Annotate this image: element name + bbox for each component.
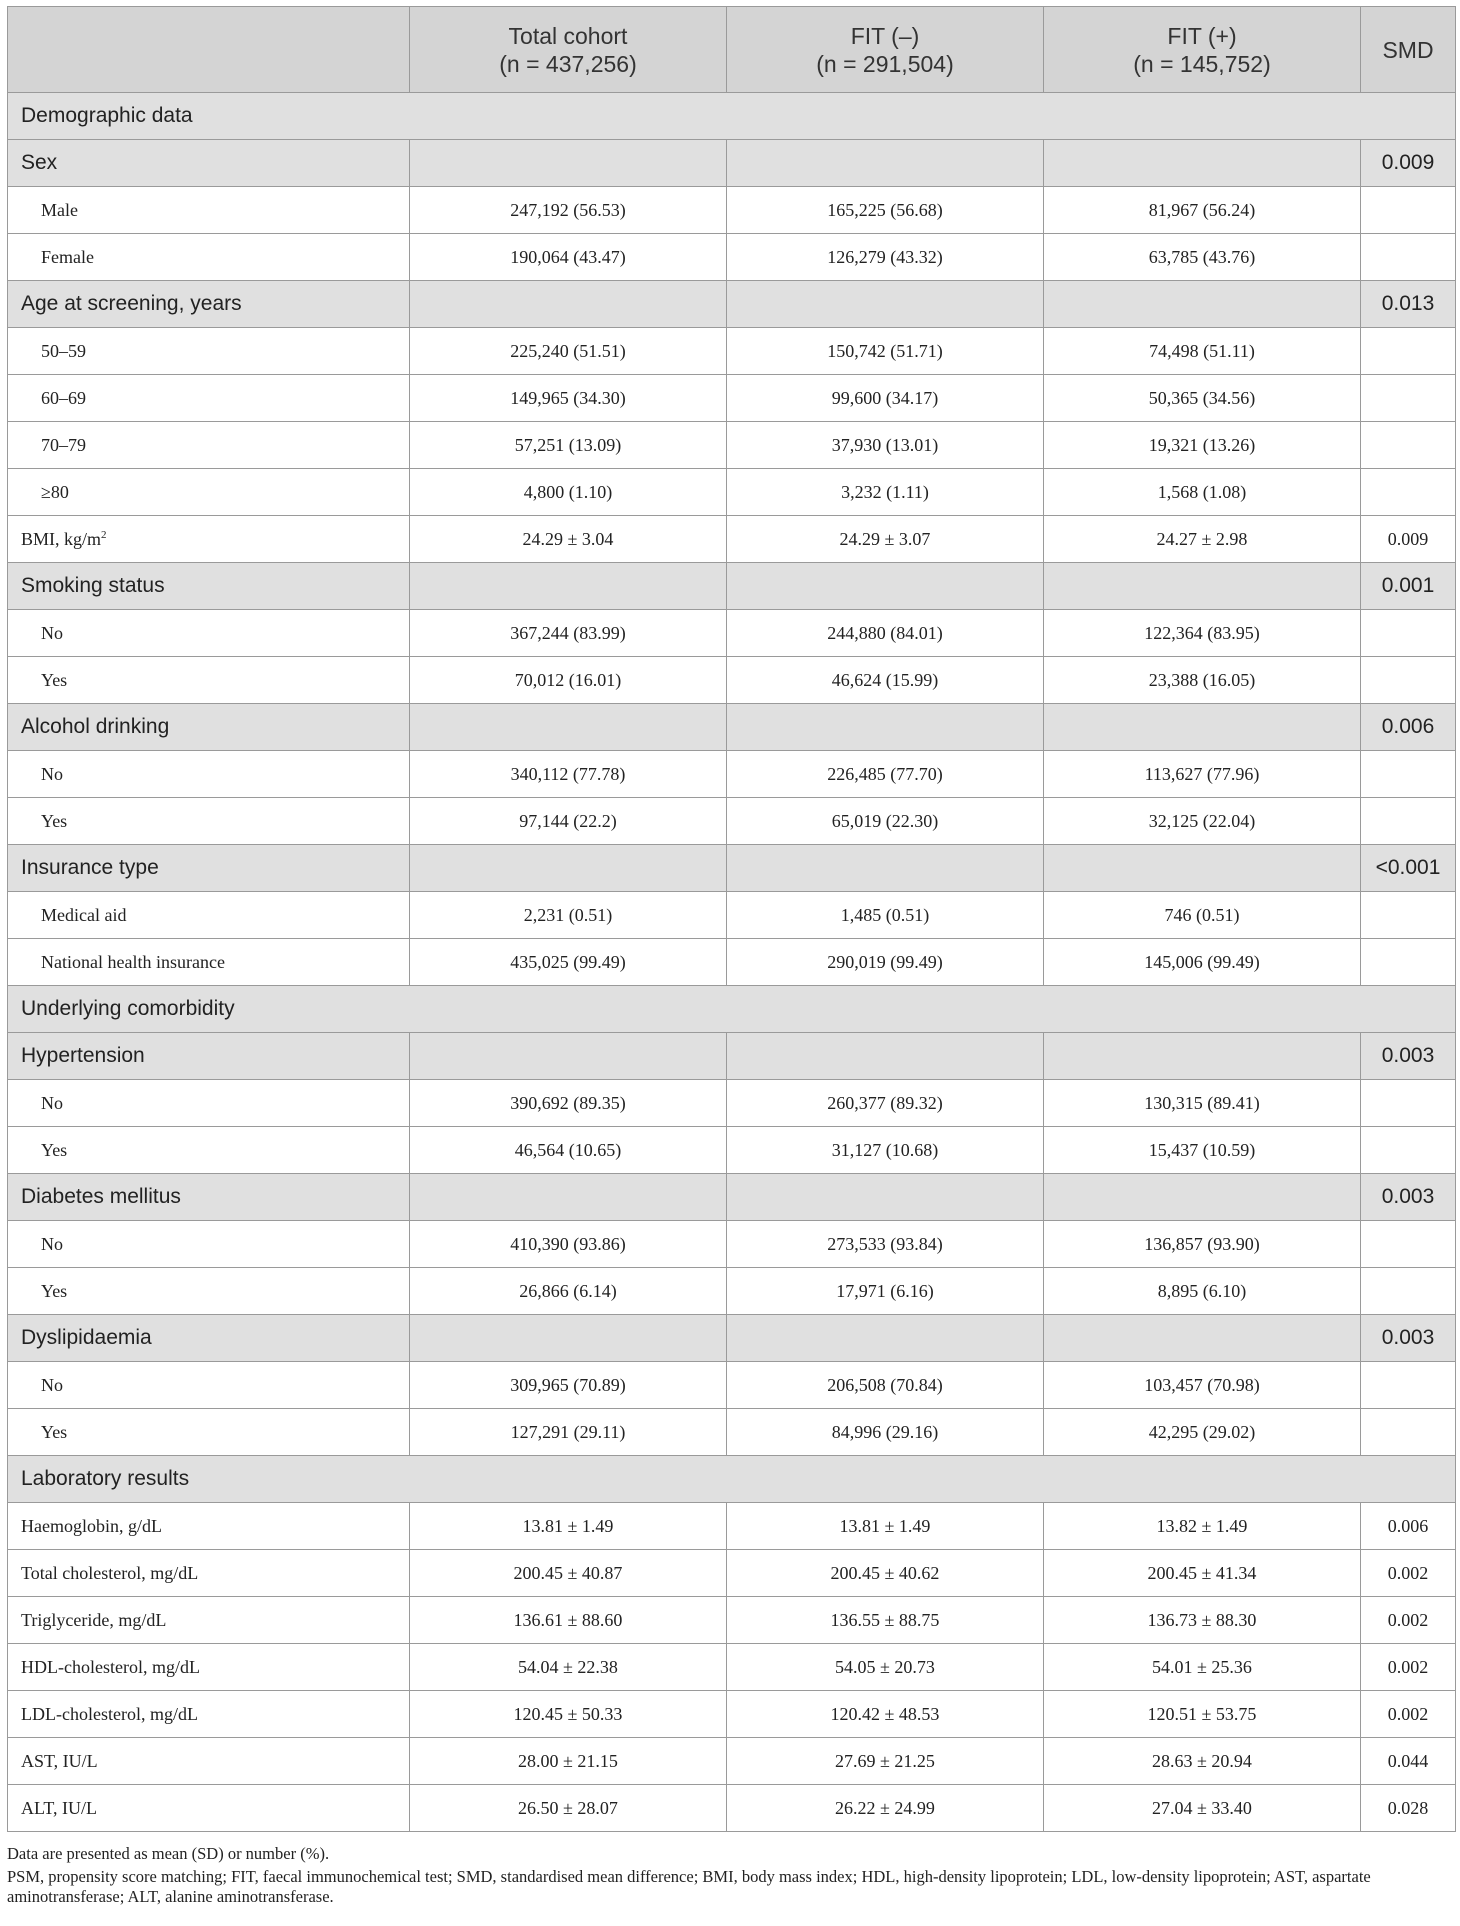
group-label: Insurance type: [8, 845, 410, 892]
group-row-diabetes: [8, 1174, 1456, 1221]
row-label: Female: [8, 234, 410, 281]
section-label: Laboratory results: [8, 1456, 410, 1503]
group-label: Sex: [8, 140, 410, 187]
group-label: Dyslipidaemia: [8, 1315, 410, 1362]
total-value: 309,965 (70.89): [410, 1362, 727, 1409]
total-value: 120.45 ± 50.33: [410, 1691, 727, 1738]
total-value: 70,012 (16.01): [410, 657, 727, 704]
total-value: 340,112 (77.78): [410, 751, 727, 798]
fit-neg-value: 13.81 ± 1.49: [727, 1503, 1044, 1550]
row-label: No: [8, 1080, 410, 1127]
fit-neg-value: 120.42 ± 48.53: [727, 1691, 1044, 1738]
header-fit-neg-n: (n = 291,504): [816, 50, 954, 77]
row-label: Medical aid: [8, 892, 410, 939]
table-row: [8, 939, 1456, 986]
row-label: [8, 516, 410, 563]
total-value: 24.29 ± 3.04: [410, 516, 727, 563]
total-value: 435,025 (99.49): [410, 939, 727, 986]
header-total-cohort: [410, 7, 727, 93]
fit-neg-value: 1,485 (0.51): [727, 892, 1044, 939]
row-label: ≥80: [8, 469, 410, 516]
group-row-insurance: [8, 845, 1456, 892]
smd-value: 0.044: [1361, 1738, 1456, 1785]
row-label: Yes: [8, 1409, 410, 1456]
group-row-smoking: [8, 563, 1456, 610]
row-label: 50–59: [8, 328, 410, 375]
fit-neg-value: 31,127 (10.68): [727, 1127, 1044, 1174]
fit-pos-value: 24.27 ± 2.98: [1044, 516, 1361, 563]
row-label: 70–79: [8, 422, 410, 469]
fit-pos-value: 200.45 ± 41.34: [1044, 1550, 1361, 1597]
group-label: Age at screening, years: [8, 281, 410, 328]
table-row: [8, 328, 1456, 375]
group-row-alcohol: [8, 704, 1456, 751]
fit-neg-value: 136.55 ± 88.75: [727, 1597, 1044, 1644]
total-value: 13.81 ± 1.49: [410, 1503, 727, 1550]
table-row: [8, 1268, 1456, 1315]
total-value: 136.61 ± 88.60: [410, 1597, 727, 1644]
fit-neg-value: 260,377 (89.32): [727, 1080, 1044, 1127]
header-smd: SMD: [1361, 7, 1456, 93]
table-row: [8, 1362, 1456, 1409]
fit-neg-value: 27.69 ± 21.25: [727, 1738, 1044, 1785]
table-row: [8, 610, 1456, 657]
table-row-lab: [8, 1738, 1456, 1785]
smd-value: 0.006: [1361, 704, 1456, 751]
row-label: LDL-cholesterol, mg/dL: [8, 1691, 410, 1738]
group-row-sex: [8, 140, 1456, 187]
smd-value: 0.028: [1361, 1785, 1456, 1832]
row-label: Male: [8, 187, 410, 234]
total-value: 390,692 (89.35): [410, 1080, 727, 1127]
fit-pos-value: 1,568 (1.08): [1044, 469, 1361, 516]
fit-pos-value: 23,388 (16.05): [1044, 657, 1361, 704]
fit-pos-value: 74,498 (51.11): [1044, 328, 1361, 375]
fit-pos-value: 13.82 ± 1.49: [1044, 1503, 1361, 1550]
smd-value: 0.003: [1361, 1033, 1456, 1080]
total-value: 410,390 (93.86): [410, 1221, 727, 1268]
group-label: Alcohol drinking: [8, 704, 410, 751]
fit-neg-value: 206,508 (70.84): [727, 1362, 1044, 1409]
fit-pos-value: 42,295 (29.02): [1044, 1409, 1361, 1456]
smd-value: 0.003: [1361, 1315, 1456, 1362]
total-value: 57,251 (13.09): [410, 422, 727, 469]
total-value: 46,564 (10.65): [410, 1127, 727, 1174]
fit-pos-value: 113,627 (77.96): [1044, 751, 1361, 798]
row-label: No: [8, 1362, 410, 1409]
header-fit-negative: [727, 7, 1044, 93]
header-fit-positive: [1044, 7, 1361, 93]
smd-value: <0.001: [1361, 845, 1456, 892]
row-label: National health insurance: [8, 939, 410, 986]
fit-pos-value: 32,125 (22.04): [1044, 798, 1361, 845]
total-value: 2,231 (0.51): [410, 892, 727, 939]
table-row: [8, 375, 1456, 422]
total-value: 28.00 ± 21.15: [410, 1738, 727, 1785]
row-label: Yes: [8, 657, 410, 704]
total-value: 247,192 (56.53): [410, 187, 727, 234]
table-row: [8, 1409, 1456, 1456]
fit-neg-value: 150,742 (51.71): [727, 328, 1044, 375]
total-value: 127,291 (29.11): [410, 1409, 727, 1456]
fit-neg-value: 99,600 (34.17): [727, 375, 1044, 422]
row-label: AST, IU/L: [8, 1738, 410, 1785]
fit-neg-value: 273,533 (93.84): [727, 1221, 1044, 1268]
header-fit-pos-title: FIT (+): [1167, 22, 1237, 49]
fit-neg-value: 3,232 (1.11): [727, 469, 1044, 516]
total-value: 225,240 (51.51): [410, 328, 727, 375]
fit-pos-value: 81,967 (56.24): [1044, 187, 1361, 234]
header-fit-neg-title: FIT (–): [850, 22, 920, 49]
row-label: Haemoglobin, g/dL: [8, 1503, 410, 1550]
row-label: Yes: [8, 798, 410, 845]
fit-neg-value: 290,019 (99.49): [727, 939, 1044, 986]
table-row: [8, 892, 1456, 939]
table-row: [8, 798, 1456, 845]
table-row-lab: [8, 1503, 1456, 1550]
table-row: [8, 422, 1456, 469]
table-row: [8, 187, 1456, 234]
fit-pos-value: 19,321 (13.26): [1044, 422, 1361, 469]
smd-value: 0.001: [1361, 563, 1456, 610]
group-label: Hypertension: [8, 1033, 410, 1080]
section-row-laboratory: [8, 1456, 1456, 1503]
baseline-characteristics-table: [7, 6, 1456, 1832]
section-label: Underlying comorbidity: [8, 986, 410, 1033]
fit-pos-value: 15,437 (10.59): [1044, 1127, 1361, 1174]
fit-pos-value: 50,365 (34.56): [1044, 375, 1361, 422]
fit-pos-value: 28.63 ± 20.94: [1044, 1738, 1361, 1785]
total-value: 54.04 ± 22.38: [410, 1644, 727, 1691]
table-row: [8, 1080, 1456, 1127]
fit-neg-value: 244,880 (84.01): [727, 610, 1044, 657]
table-row-bmi: [8, 516, 1456, 563]
table-row: [8, 751, 1456, 798]
table-footnotes: [7, 1844, 1455, 1910]
section-label: Demographic data: [8, 93, 410, 140]
row-label: HDL-cholesterol, mg/dL: [8, 1644, 410, 1691]
fit-neg-value: 26.22 ± 24.99: [727, 1785, 1044, 1832]
total-value: 367,244 (83.99): [410, 610, 727, 657]
row-label: Total cholesterol, mg/dL: [8, 1550, 410, 1597]
section-row-comorbidity: [8, 986, 1456, 1033]
header-total-title: Total cohort: [508, 22, 628, 49]
smd-value: 0.009: [1361, 140, 1456, 187]
fit-neg-value: 24.29 ± 3.07: [727, 516, 1044, 563]
smd-value: 0.002: [1361, 1644, 1456, 1691]
fit-pos-value: 120.51 ± 53.75: [1044, 1691, 1361, 1738]
fit-neg-value: 126,279 (43.32): [727, 234, 1044, 281]
total-value: 26,866 (6.14): [410, 1268, 727, 1315]
baseline-table-container: [7, 6, 1455, 1832]
smd-value: 0.009: [1361, 516, 1456, 563]
row-label: No: [8, 1221, 410, 1268]
fit-neg-value: 84,996 (29.16): [727, 1409, 1044, 1456]
bmi-superscript: 2: [101, 528, 107, 541]
group-row-age: [8, 281, 1456, 328]
fit-neg-value: 200.45 ± 40.62: [727, 1550, 1044, 1597]
group-label: Smoking status: [8, 563, 410, 610]
smd-value: 0.002: [1361, 1597, 1456, 1644]
fit-pos-value: 8,895 (6.10): [1044, 1268, 1361, 1315]
row-label: No: [8, 610, 410, 657]
fit-pos-value: 136.73 ± 88.30: [1044, 1597, 1361, 1644]
header-empty-cell: [8, 7, 410, 93]
fit-neg-value: 65,019 (22.30): [727, 798, 1044, 845]
fit-neg-value: 17,971 (6.16): [727, 1268, 1044, 1315]
group-row-hypertension: [8, 1033, 1456, 1080]
fit-neg-value: 54.05 ± 20.73: [727, 1644, 1044, 1691]
row-label: 60–69: [8, 375, 410, 422]
row-label: ALT, IU/L: [8, 1785, 410, 1832]
total-value: 97,144 (22.2): [410, 798, 727, 845]
header-fit-pos-n: (n = 145,752): [1133, 50, 1271, 77]
row-label: Yes: [8, 1127, 410, 1174]
fit-pos-value: 130,315 (89.41): [1044, 1080, 1361, 1127]
smd-value: 0.013: [1361, 281, 1456, 328]
footnote-data-format: Data are presented as mean (SD) or number (%).: [7, 1844, 330, 1863]
table-row: [8, 234, 1456, 281]
footnote-abbreviations: PSM, propensity score matching; FIT, faecal immunochemical test; SMD, standardised mean difference; BMI, body mass index; HDL, high-density lipoprotein; LDL, low-density lipoprotein; AST, aspartate aminotransferase; ALT, alanine aminotransferase.: [7, 1867, 1371, 1906]
total-value: 4,800 (1.10): [410, 469, 727, 516]
table-row-lab: [8, 1785, 1456, 1832]
group-label: Diabetes mellitus: [8, 1174, 410, 1221]
section-row-demographic: [8, 93, 1456, 140]
fit-pos-value: 54.01 ± 25.36: [1044, 1644, 1361, 1691]
table-row: [8, 1127, 1456, 1174]
fit-pos-value: 145,006 (99.49): [1044, 939, 1361, 986]
fit-pos-value: 103,457 (70.98): [1044, 1362, 1361, 1409]
fit-neg-value: 226,485 (77.70): [727, 751, 1044, 798]
total-value: 200.45 ± 40.87: [410, 1550, 727, 1597]
header-row: [8, 7, 1456, 93]
fit-pos-value: 746 (0.51): [1044, 892, 1361, 939]
table-row-lab: [8, 1691, 1456, 1738]
table-row-lab: [8, 1644, 1456, 1691]
smd-value: 0.003: [1361, 1174, 1456, 1221]
header-total-n: (n = 437,256): [499, 50, 637, 77]
total-value: 26.50 ± 28.07: [410, 1785, 727, 1832]
group-row-dyslipidaemia: [8, 1315, 1456, 1362]
table-row-lab: [8, 1597, 1456, 1644]
smd-value: 0.002: [1361, 1550, 1456, 1597]
fit-pos-value: 136,857 (93.90): [1044, 1221, 1361, 1268]
fit-pos-value: 27.04 ± 33.40: [1044, 1785, 1361, 1832]
bmi-label: BMI, kg/m: [21, 528, 102, 549]
table-row: [8, 1221, 1456, 1268]
row-label: No: [8, 751, 410, 798]
fit-pos-value: 122,364 (83.95): [1044, 610, 1361, 657]
total-value: 190,064 (43.47): [410, 234, 727, 281]
total-value: 149,965 (34.30): [410, 375, 727, 422]
smd-value: 0.006: [1361, 1503, 1456, 1550]
row-label: Triglyceride, mg/dL: [8, 1597, 410, 1644]
table-row: [8, 657, 1456, 704]
fit-neg-value: 37,930 (13.01): [727, 422, 1044, 469]
fit-neg-value: 165,225 (56.68): [727, 187, 1044, 234]
fit-neg-value: 46,624 (15.99): [727, 657, 1044, 704]
table-row-lab: [8, 1550, 1456, 1597]
table-row: [8, 469, 1456, 516]
fit-pos-value: 63,785 (43.76): [1044, 234, 1361, 281]
row-label: Yes: [8, 1268, 410, 1315]
smd-value: 0.002: [1361, 1691, 1456, 1738]
